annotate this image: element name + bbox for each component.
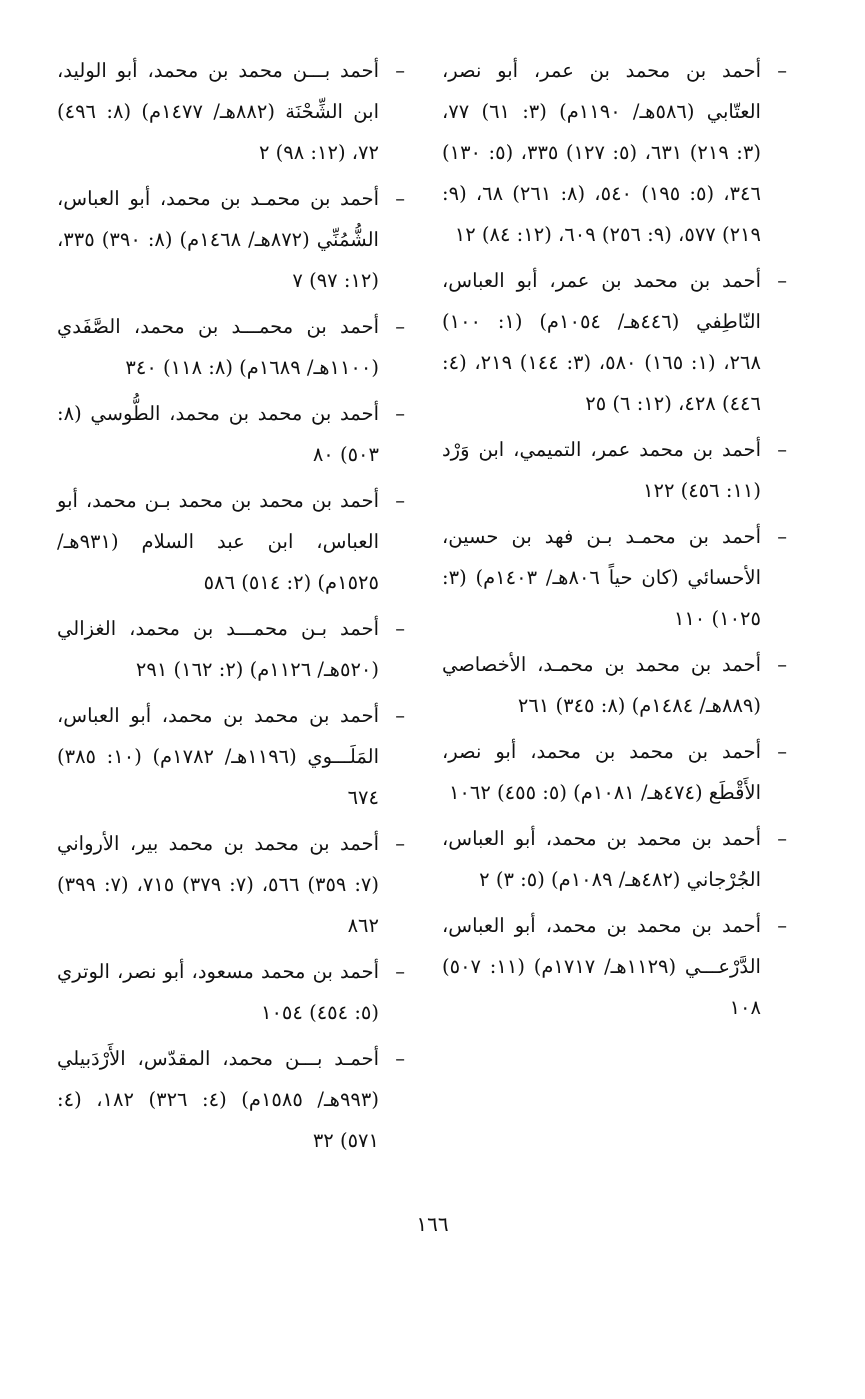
index-entry bbox=[57, 695, 405, 818]
index-entry bbox=[57, 608, 405, 690]
entry-text: أحمد بن محمد مسعود، أبو نصر، الوتري (٥: ٤٥٤) ١٠٥٤ bbox=[57, 960, 379, 1024]
entry-text: أحمد بن محمـــد بن محمد، الصَّفَدي (١١٠٠هـ/ ١٦٨٩م) (٨: ١١٨) ٣٤٠ bbox=[57, 315, 379, 379]
page-number: ١٦٦ bbox=[416, 1212, 449, 1236]
index-column-right bbox=[442, 50, 787, 1033]
entry-dash: – bbox=[395, 960, 405, 983]
index-entry bbox=[57, 823, 405, 946]
index-entry bbox=[442, 905, 787, 1028]
entry-dash: – bbox=[395, 704, 405, 727]
entry-dash: – bbox=[395, 832, 405, 855]
entry-dash: – bbox=[395, 315, 405, 338]
entry-text: أحمد بن محمد بن محمد، أبو العباس، المَلَـــوي (١١٩٦هـ/ ١٧٨٢م) (١٠: ٣٨٥) ٦٧٤ bbox=[57, 704, 379, 809]
entry-text: أحمد بن محمد بن محمد بـن محمد، أبو العباس، ابن عبد السلام (٩٣١هـ/ ١٥٢٥م) (٢: ٥١٤) ٥٨٦ bbox=[57, 489, 379, 594]
index-entry bbox=[442, 50, 787, 255]
entry-dash: – bbox=[395, 1047, 405, 1070]
entry-dash: – bbox=[777, 653, 787, 676]
index-entry bbox=[57, 393, 405, 475]
entry-dash: – bbox=[395, 187, 405, 210]
index-entry bbox=[57, 306, 405, 388]
index-entry bbox=[442, 731, 787, 813]
entry-dash: – bbox=[777, 438, 787, 461]
entry-dash: – bbox=[777, 740, 787, 763]
index-entry bbox=[442, 644, 787, 726]
entry-dash: – bbox=[395, 617, 405, 640]
entry-dash: – bbox=[777, 914, 787, 937]
entry-text: أحمد بن محمد عمر، التميمي، ابن وَرْد (١١: ٤٥٦) ١٢٢ bbox=[442, 438, 761, 502]
entry-text: أحمد بن محمد بن محمد، أبو نصر، الأَقْطَع (٤٧٤هـ/ ١٠٨١م) (٥: ٤٥٥) ١٠٦٢ bbox=[442, 740, 761, 804]
entry-dash: – bbox=[395, 59, 405, 82]
index-entry bbox=[442, 516, 787, 639]
index-column-left bbox=[57, 50, 405, 1166]
entry-text: أحمد بن محمد بن عمر، أبو العباس، النّاطِفي (٤٤٦هـ/ ١٠٥٤م) (١: ١٠٠) ٢٦٨، (١: ١٦٥) ٥٨٠، (٣: ١٤٤) ٢١٩، (٤: ٤٤٦) ٤٢٨، (١٢: ٦) ٢٥ bbox=[442, 269, 761, 415]
entry-dash: – bbox=[777, 269, 787, 292]
index-entry bbox=[442, 429, 787, 511]
entry-dash: – bbox=[395, 402, 405, 425]
entry-text: أحمد بن محمد بن محمد، أبو العباس، الجُرْجاني (٤٨٢هـ/ ١٠٨٩م) (٥: ٣) ٢ bbox=[442, 827, 761, 891]
entry-dash: – bbox=[777, 827, 787, 850]
entry-dash: – bbox=[777, 525, 787, 548]
index-entry bbox=[442, 260, 787, 424]
entry-text: أحمد بن محمد بن محمد، أبو العباس، الدَّرْعـــي (١١٢٩هـ/ ١٧١٧م) (١١: ٥٠٧) ١٠٨ bbox=[442, 914, 761, 1019]
index-entry bbox=[57, 951, 405, 1033]
entry-dash: – bbox=[395, 489, 405, 512]
entry-text: أحمـد بـــن محمد، المقدّس، الأَرْدَبيلي (٩٩٣هـ/ ١٥٨٥م) (٤: ٣٢٦) ١٨٢، (٤: ٥٧١) ٣٢ bbox=[57, 1047, 379, 1152]
entry-dash: – bbox=[777, 59, 787, 82]
entry-text: أحمد بن محمد بن عمر، أبو نصر، العتّابي (٥٨٦هـ/ ١١٩٠م) (٣: ٦١) ٧٧، (٣: ٢١٩) ٦٣١، (٥: ١٢٧) ٣٣٥، (٥: ١٣٠) ٣٤٦، (٥: ١٩٥) ٥٤٠، (٨: ٢٦١) ٦٨، (٩: ٢١٩) ٥٧٧، (٩: ٢٥٦) ٦٠٩، (١٢: ٨٤) ١٢ bbox=[442, 59, 761, 246]
entry-text: أحمد بن محمد بن محمد، الطُّوسي (٨: ٥٠٣) ٨٠ bbox=[57, 402, 379, 466]
index-entry bbox=[57, 50, 405, 173]
entry-text: أحمد بن محمد بن محمد بير، الأرواني (٧: ٣٥٩) ٥٦٦، (٧: ٣٧٩) ٧١٥، (٧: ٣٩٩) ٨٦٢ bbox=[57, 832, 379, 937]
index-entry bbox=[57, 1038, 405, 1161]
entry-text: أحمد بن محمد بن محمـد، الأخصاصي (٨٨٩هـ/ ١٤٨٤م) (٨: ٣٤٥) ٢٦١ bbox=[442, 653, 761, 717]
entry-text: أحمد بن محمـد بـن فهد بن حسين، الأحسائي (كان حياً ٨٠٦هـ/ ١٤٠٣م) (٣: ١٠٢٥) ١١٠ bbox=[442, 525, 761, 630]
index-entry bbox=[442, 818, 787, 900]
index-entry bbox=[57, 178, 405, 301]
entry-text: أحمد بـــن محمد بن محمد، أبو الوليد، ابن الشِّحْنَة (٨٨٢هـ/ ١٤٧٧م) (٨: ٤٩٦) ٧٢، (١٢: ٩٨) ٢ bbox=[57, 59, 379, 164]
index-entry bbox=[57, 480, 405, 603]
entry-text: أحمد بن محمـد بن محمد، أبو العباس، الشُّمُنِّي (٨٧٢هـ/ ١٤٦٨م) (٨: ٣٩٠) ٣٣٥، (١٢: ٩٧) ٧ bbox=[57, 187, 379, 292]
entry-text: أحمد بـن محمـــد بن محمد، الغزالي (٥٢٠هـ/ ١١٢٦م) (٢: ١٦٢) ٢٩١ bbox=[57, 617, 379, 681]
